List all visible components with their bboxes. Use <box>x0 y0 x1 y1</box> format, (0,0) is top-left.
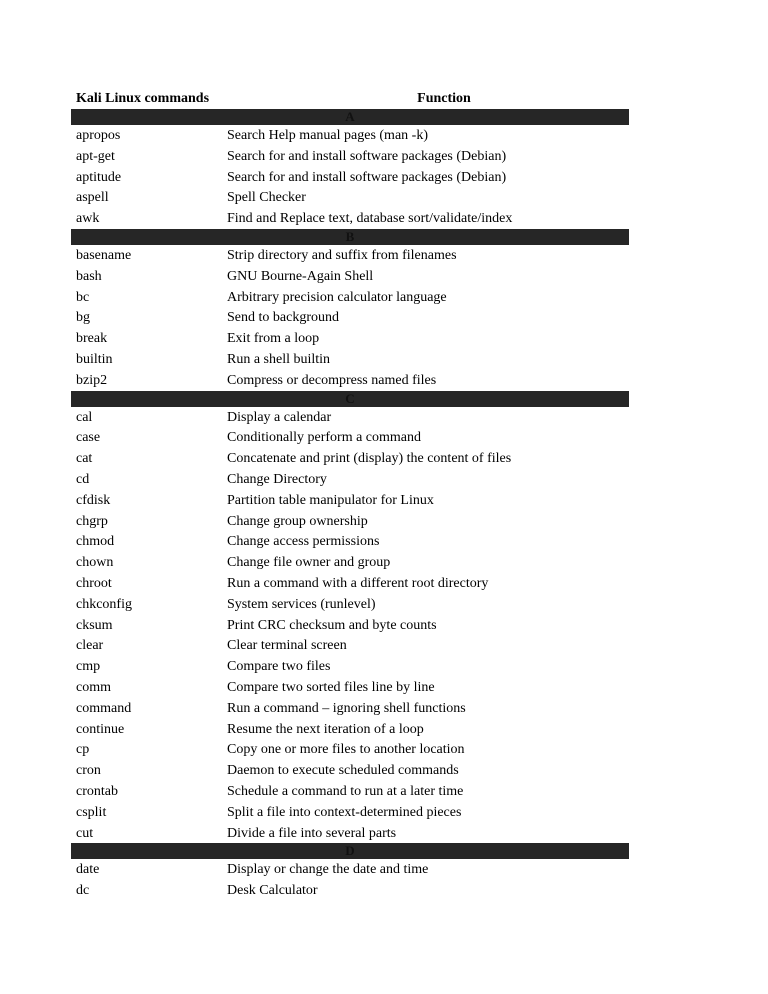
table-row <box>71 615 629 636</box>
command-function: Compare two sorted files line by line <box>227 679 435 695</box>
command-function: Find and Replace text, database sort/validate/index <box>227 211 513 227</box>
table-row <box>71 511 629 532</box>
command-name: cron <box>76 763 101 779</box>
command-name: chown <box>76 555 114 571</box>
command-name: chgrp <box>76 513 108 529</box>
command-function: Change access permissions <box>227 534 380 550</box>
command-function: Search for and install software packages (Debian) <box>227 169 507 185</box>
command-function: Clear terminal screen <box>227 638 347 654</box>
table-row <box>71 552 629 573</box>
command-function: Run a shell builtin <box>227 351 331 367</box>
command-name: aspell <box>76 190 109 206</box>
command-name: case <box>76 430 101 446</box>
table-row <box>71 635 629 656</box>
command-name: dc <box>76 883 90 899</box>
command-name: cd <box>76 471 90 487</box>
command-name: chroot <box>76 575 112 591</box>
command-name: continue <box>76 721 125 737</box>
table-row <box>71 448 629 469</box>
command-name: comm <box>76 679 111 695</box>
section-header-d: D <box>71 843 629 859</box>
command-function: Arbitrary precision calculator language <box>227 289 447 305</box>
command-function: GNU Bourne-Again Shell <box>227 268 374 284</box>
command-name: aptitude <box>76 169 122 185</box>
table-body <box>71 109 629 901</box>
table-row <box>71 781 629 802</box>
table-header <box>71 89 629 109</box>
section-header-a: A <box>71 109 629 125</box>
command-name: cat <box>76 451 93 467</box>
command-function: Copy one or more files to another location <box>227 742 465 758</box>
command-function: Search Help manual pages (man -k) <box>227 128 428 143</box>
table-row <box>71 823 629 844</box>
command-name: builtin <box>76 351 113 367</box>
command-name: cfdisk <box>76 492 111 508</box>
command-name: bash <box>76 268 102 284</box>
command-name: bc <box>76 289 90 305</box>
table-row <box>71 245 629 266</box>
command-name: cal <box>76 409 93 425</box>
command-name: cmp <box>76 659 101 675</box>
table-row <box>71 490 629 511</box>
table-row <box>71 328 629 349</box>
table-row <box>71 167 629 188</box>
command-name: date <box>76 862 100 878</box>
command-name: crontab <box>76 783 118 799</box>
table-row <box>71 349 629 370</box>
command-name: chkconfig <box>76 596 132 612</box>
command-function: Print CRC checksum and byte counts <box>227 617 437 633</box>
table-row <box>71 287 629 308</box>
command-name: bg <box>76 310 90 326</box>
command-name: basename <box>76 247 132 263</box>
command-function: Search for and install software packages (Debian) <box>227 148 507 164</box>
table-row <box>71 370 629 391</box>
command-name: apt-get <box>76 148 115 164</box>
table-row <box>71 760 629 781</box>
table-row <box>71 573 629 594</box>
command-function: System services (runlevel) <box>227 596 376 612</box>
table-row <box>71 531 629 552</box>
command-function: Exit from a loop <box>227 331 320 347</box>
table-row <box>71 469 629 490</box>
command-function: Display or change the date and time <box>227 862 429 878</box>
table-row <box>71 146 629 167</box>
table-row <box>71 802 629 823</box>
table-row <box>71 880 629 901</box>
command-name: cut <box>76 825 94 841</box>
table-row <box>71 407 629 428</box>
command-function: Run a command with a different root directory <box>227 575 489 591</box>
table-row <box>71 125 629 146</box>
table-row <box>71 266 629 287</box>
table-row <box>71 698 629 719</box>
command-name: break <box>76 331 108 347</box>
command-name: command <box>76 700 132 716</box>
table-row <box>71 739 629 760</box>
command-name: cksum <box>76 617 113 633</box>
command-function: Strip directory and suffix from filenames <box>227 247 457 263</box>
section-header-c: C <box>71 391 629 407</box>
command-function: Desk Calculator <box>227 883 318 899</box>
command-function: Compress or decompress named files <box>227 372 437 388</box>
command-function: Change Directory <box>227 471 327 487</box>
table-row <box>71 187 629 208</box>
command-function: Spell Checker <box>227 190 306 206</box>
table-row <box>71 677 629 698</box>
section-header-b: B <box>71 229 629 245</box>
table-row <box>71 307 629 328</box>
command-name: apropos <box>76 128 121 143</box>
command-name: chmod <box>76 534 115 550</box>
command-name: clear <box>76 638 104 654</box>
command-name: cp <box>76 742 90 758</box>
table-row <box>71 427 629 448</box>
command-name: awk <box>76 211 100 227</box>
command-function: Partition table manipulator for Linux <box>227 492 434 508</box>
table-row <box>71 594 629 615</box>
command-function: Divide a file into several parts <box>227 825 397 841</box>
command-function: Change group ownership <box>227 513 368 529</box>
command-function: Send to background <box>227 310 339 326</box>
command-function: Concatenate and print (display) the content of files <box>227 451 512 467</box>
command-function: Split a file into context-determined pieces <box>227 804 462 820</box>
column-header-function: Function <box>417 91 471 106</box>
command-function: Display a calendar <box>227 409 332 425</box>
command-function: Conditionally perform a command <box>227 430 422 446</box>
column-header-command: Kali Linux commands <box>76 91 210 106</box>
table-row <box>71 208 629 229</box>
command-function: Run a command – ignoring shell functions <box>227 700 466 716</box>
command-function: Schedule a command to run at a later time <box>227 783 464 799</box>
table-row <box>71 859 629 880</box>
command-function: Resume the next iteration of a loop <box>227 721 424 737</box>
command-table <box>71 89 629 901</box>
command-name: bzip2 <box>76 372 108 388</box>
table-row <box>71 719 629 740</box>
command-name: csplit <box>76 804 107 820</box>
command-function: Daemon to execute scheduled commands <box>227 763 459 779</box>
table-row <box>71 656 629 677</box>
command-function: Compare two files <box>227 659 331 675</box>
command-function: Change file owner and group <box>227 555 391 571</box>
